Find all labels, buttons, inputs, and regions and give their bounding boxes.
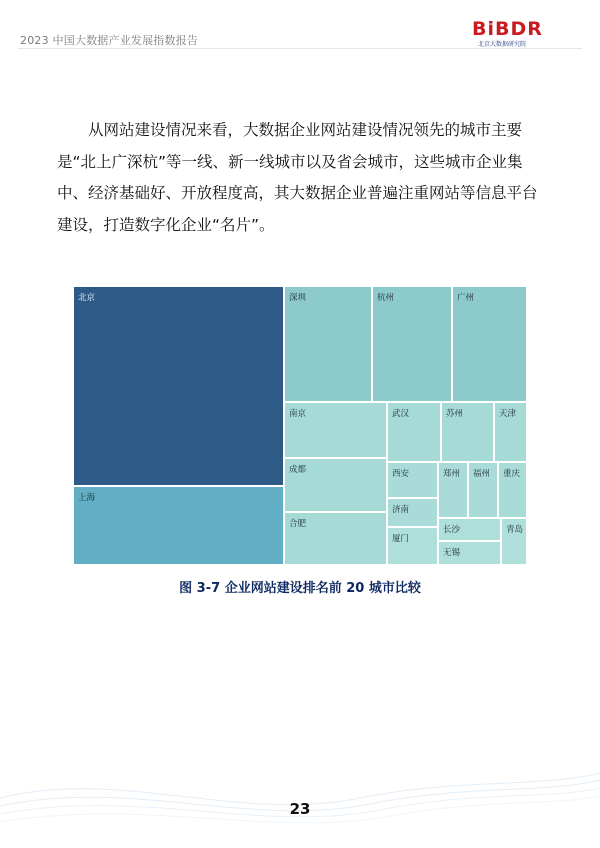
figure-caption: 图 3-7 企业网站建设排名前 20 城市比较 xyxy=(179,581,421,596)
treemap-cell-label: 厦门 xyxy=(392,534,410,544)
treemap-cell-label: 青岛 xyxy=(506,525,524,535)
treemap-cell xyxy=(441,402,494,462)
treemap-cell-label: 深圳 xyxy=(289,293,307,303)
body-paragraph: 从网站建设情况来看，大数据企业网站建设情况领先的城市主要是“北上广深杭”等一线、新一线城市以及省会城市，这些城市企业集中、经济基础好、开放程度高，其大数据企业普遍注重网站等信息平台建设，打造数字化企业“名片”。 xyxy=(57,121,538,234)
treemap-cell-label: 合肥 xyxy=(289,519,307,529)
treemap-cell xyxy=(387,462,438,498)
logo-subtext: 北京大数据研究院 xyxy=(478,41,527,48)
treemap-cell-label: 成都 xyxy=(289,465,307,475)
treemap-cell-label: 无锡 xyxy=(443,548,461,558)
treemap-cell-label: 重庆 xyxy=(503,469,521,479)
treemap-cell xyxy=(387,402,441,462)
treemap-cell xyxy=(438,462,468,518)
treemap-cell-label: 上海 xyxy=(78,493,96,503)
treemap-cell xyxy=(452,286,527,402)
treemap-cell-label: 苏州 xyxy=(446,409,464,419)
page-number: 23 xyxy=(289,800,311,818)
treemap-cell-label: 广州 xyxy=(457,293,475,303)
treemap-cell xyxy=(284,286,372,402)
treemap-cell xyxy=(284,512,387,565)
treemap-cell xyxy=(284,458,387,512)
treemap-cell xyxy=(73,286,284,486)
treemap-cell-label: 北京 xyxy=(78,293,96,303)
treemap-cell xyxy=(501,518,527,565)
treemap-cell-label: 天津 xyxy=(499,409,517,419)
decorative-waves xyxy=(0,728,600,848)
treemap-cell-label: 西安 xyxy=(392,469,410,479)
treemap-cell xyxy=(494,402,527,462)
treemap-cell xyxy=(387,498,438,527)
treemap-cell xyxy=(387,527,438,565)
treemap-chart xyxy=(73,286,527,565)
treemap-cell-label: 长沙 xyxy=(443,525,461,535)
treemap-cell xyxy=(372,286,452,402)
treemap-cell xyxy=(498,462,527,518)
header-divider xyxy=(18,48,582,49)
treemap-cell-label: 武汉 xyxy=(392,409,410,419)
treemap-cell xyxy=(284,402,387,458)
treemap-cell-label: 郑州 xyxy=(443,469,461,479)
treemap-cell xyxy=(73,486,284,565)
treemap-cell-label: 济南 xyxy=(392,505,410,515)
treemap-cell-label: 福州 xyxy=(473,469,491,479)
report-title: 2023 中国大数据产业发展指数报告 xyxy=(20,34,199,47)
treemap-cell-label: 南京 xyxy=(289,409,307,419)
logo-text: BiBDR xyxy=(472,18,543,40)
treemap-cell-label: 杭州 xyxy=(377,293,395,303)
treemap-cell xyxy=(438,518,501,541)
treemap-cell xyxy=(438,541,501,565)
bibdr-logo xyxy=(472,20,576,48)
treemap-cell xyxy=(468,462,498,518)
